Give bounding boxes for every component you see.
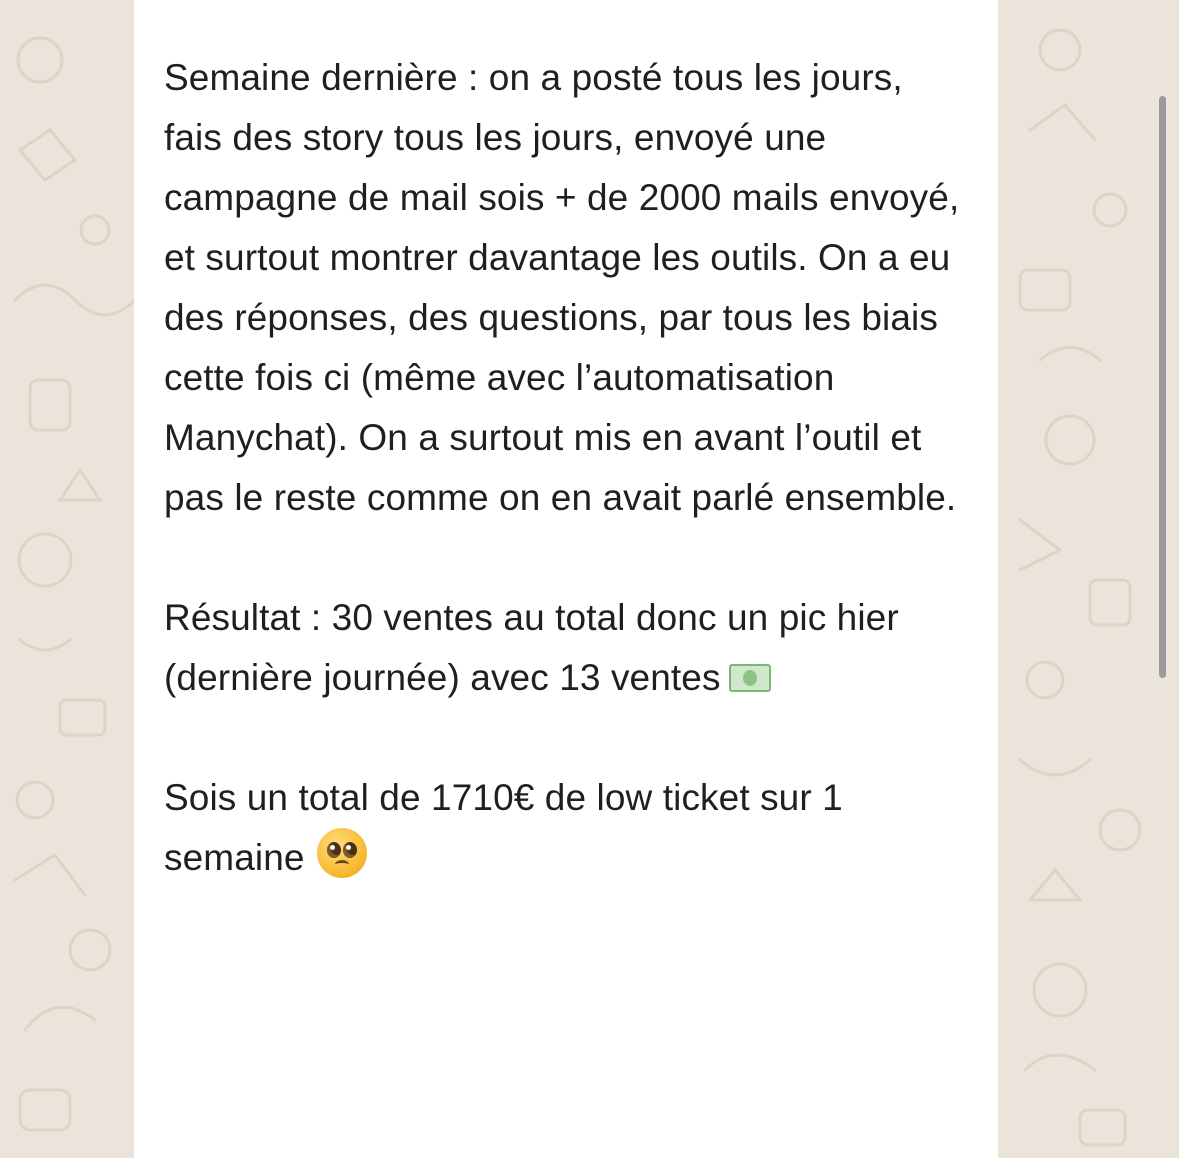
- message-paragraph-1: Semaine dernière : on a posté tous les jours, fais des story tous les jours, envoyé une campagne de mail sois + de 2000 mails envoyé, et surtout montrer davantage les outils. On a eu des réponses, des questions, par tous les biais cette fois ci (même avec l’automatisation Manychat). On a surtout mis en avant l’outil et pas le reste comme on en avait parlé ensemble.: [164, 57, 970, 518]
- pleading-face-icon: [317, 828, 367, 878]
- scrollbar[interactable]: [1159, 96, 1166, 678]
- message-text: [164, 48, 968, 888]
- message-bubble[interactable]: [134, 0, 998, 1158]
- message-paragraph-3: Sois un total de 1710€ de low ticket sur 1 semaine: [164, 777, 854, 878]
- message-paragraph-2: Résultat : 30 ventes au total donc un pic hier (dernière journée) avec 13 ventes: [164, 597, 910, 698]
- dollar-banknote-icon: [729, 664, 771, 692]
